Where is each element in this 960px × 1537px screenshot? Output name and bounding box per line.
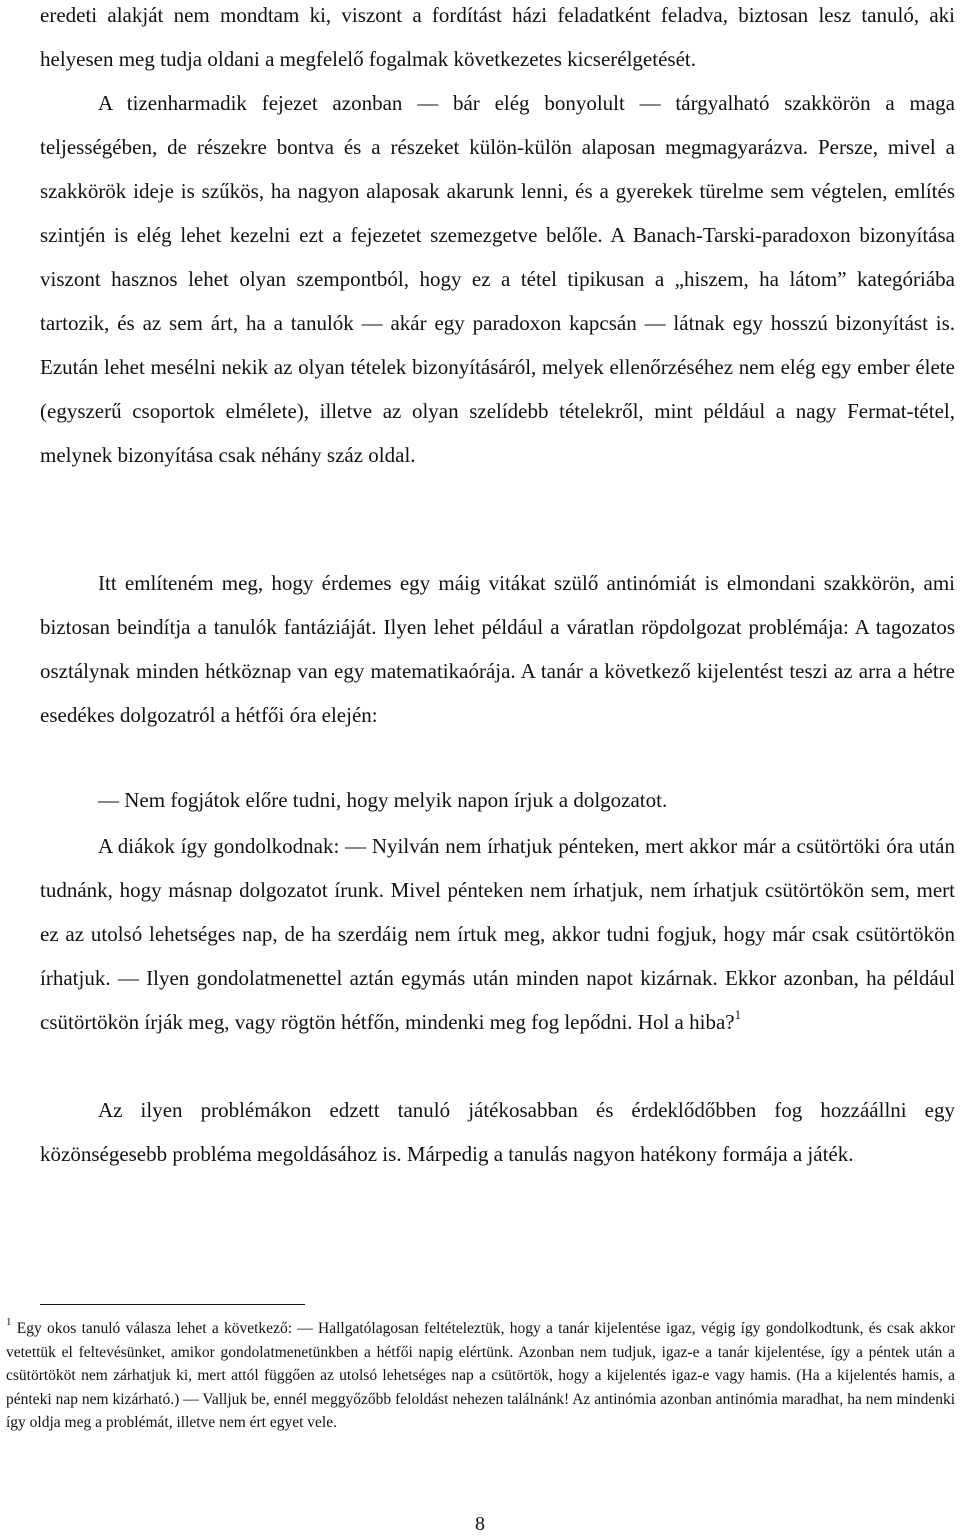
teacher-quote: — Nem fogjátok előre tudni, hogy melyik napon írjuk a dolgozatot. [98,788,668,812]
footnote-reference: 1 [734,1007,742,1022]
paragraph-conclusion: Az ilyen problémákon edzett tanuló játékosabban és érdeklődőbben fog hozzáállni egy közönségesebb probléma megoldásához is. Márpedig a tanulás nagyon hatékony formája a játék. [40,1098,955,1166]
paragraph-intro [40,0,955,477]
paragraph-intro-main: A tizenharmadik fejezet azonban — bár elég bonyolult — tárgyalható szakkörön a maga teljességében, de részekre bontva és a részeket külön-külön alaposan megmagyarázva. Persze, mivel a szakkörök ideje is szűkös, ha nagyon alaposak akarunk lenni, és a gyerekek türelme sem végtelen, említés szintjén is elég lehet kezelni ezt a fejezetet szemezgetve belőle. A Banach-Tarski-paradoxon bizonyítása viszont hasznos lehet olyan szempontból, hogy ez a tétel tipikusan a „hiszem, ha látom” kategóriába tartozik, és az sem árt, ha a tanulók — akár egy paradoxon kapcsán — látnak egy hosszú bizonyítást is. Ezután lehet mesélni nekik az olyan tételek bizonyításáról, melyek ellenőrzéséhez nem elég egy ember élete (egyszerű csoportok elmélete), illetve az olyan szelídebb tételekről, mint például a nagy Fermat-tétel, melynek bizonyítása csak néhány száz oldal. [40,91,955,467]
paragraph-students-reasoning [40,824,955,1044]
footnote [6,1317,955,1435]
footnote-marker: 1 [6,1315,12,1328]
footnote-separator [40,1304,305,1305]
paragraph-antinomy: Itt említeném meg, hogy érdemes egy máig vitákat szülő antinómiát is elmondani szakkörön, ami biztosan beindítja a tanulók fantáziáját. Ilyen lehet például a váratlan röpdolgozat problémája: A tagozatos osztálynak minden hétköznap van egy matematikaórája. A tanár a következő kijelentést teszi az arra a hétre esedékes dolgozatról a hétfői óra elején: [40,571,955,727]
page-number: 8 [475,1513,485,1535]
paragraph-students-reasoning-text: A diákok így gondolkodnak: — Nyilván nem írhatjuk pénteken, mert akkor már a csütörtöki óra után tudnánk, hogy másnap dolgozatot írunk. Mivel pénteken nem írhatjuk, nem írhatjuk csütörtökön sem, mert ez az utolsó lehetséges nap, de ha szerdáig nem írtuk meg, akkor tudni fogjuk, hogy már csak csütörtökön írhatjuk. — Ilyen gondolatmenettel aztán egymás után minden napot kizárnak. Ekkor azonban, ha például csütörtökön írják meg, vagy rögtön hétfőn, mindenki meg fog lepődni. Hol a hiba? [40,834,955,1034]
paragraph-intro-continuation: eredeti alakját nem mondtam ki, viszont a fordítást házi feladatként feladva, biztosan lesz tanuló, aki helyesen meg tudja oldani a megfelelő fogalmak következetes kicserélgetését. [40,3,955,71]
footnote-text: Egy okos tanuló válasza lehet a következő: — Hallgatólagosan feltételeztük, hogy a tanár kijelentése igaz, végig így gondolkodtunk, és csak akkor vetettük el feltevésünket, amikor gondolatmenetünkben a hétfői napig elértünk. Azonban nem tudjuk, igaz-e a tanár kijelentése, így a péntek után a csütörtököt nem zárhatjuk ki, mert attól függően az utolsó lehetséges nap a csütörtök, hogy a kijelentés igaz-e vagy hamis. (Ha a kijelentés hamis, a pénteki nap nem kizárható.) — Valljuk be, ennél meggyőzőbb feloldást nehezen találnánk! Az antinómia azonban antinómia maradhat, ha nem mindenki így oldja meg a problémát, illetve nem ért egyet vele. [6,1320,956,1431]
